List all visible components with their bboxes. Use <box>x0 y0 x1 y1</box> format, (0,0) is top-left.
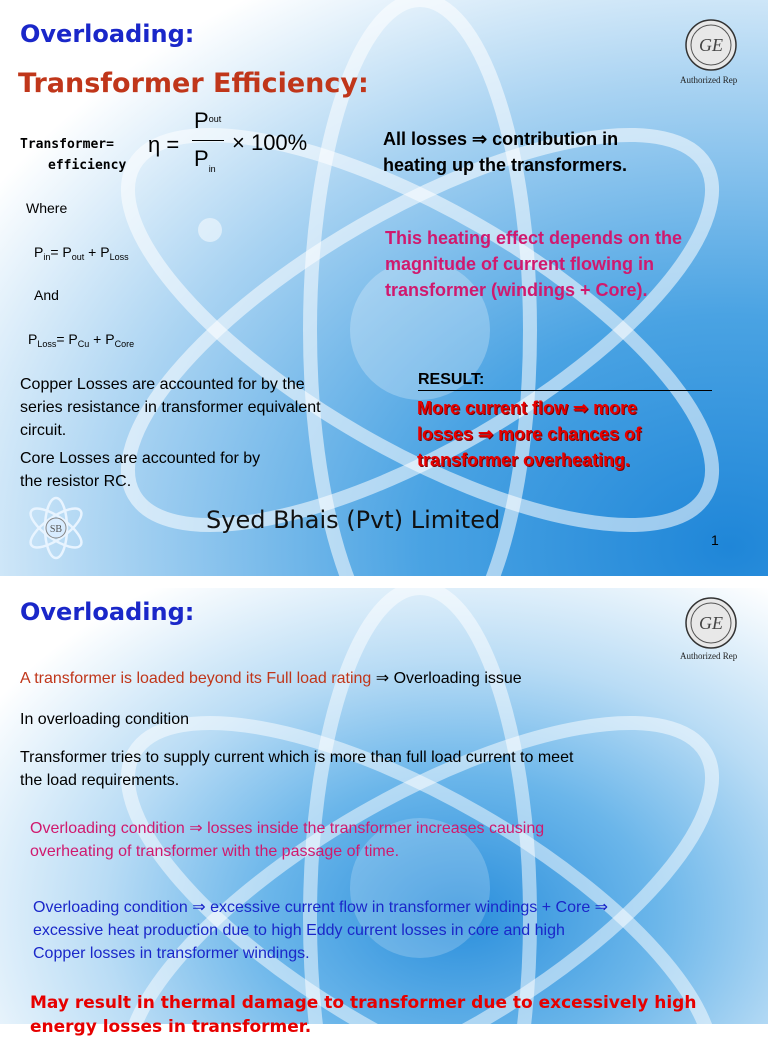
overload-definition <box>20 668 522 688</box>
core-line-2: the resistor RC. <box>20 473 132 490</box>
supply-line-2: the load requirements. <box>20 772 180 789</box>
excessive-current-text <box>33 896 608 965</box>
fraction-bar <box>192 140 224 141</box>
p-out-sub: out <box>208 114 222 124</box>
core-losses-text <box>20 447 260 493</box>
ploss-lhs-sub: Loss <box>37 339 57 349</box>
supply-current-text <box>20 746 573 792</box>
blue-line-3: Copper losses in transformer windings. <box>33 945 310 962</box>
copper-losses-text <box>20 373 321 442</box>
eta-symbol: η = <box>148 132 180 157</box>
supply-line-1: Transformer tries to supply current which is more than full load current to meet <box>20 749 574 766</box>
losses-line-2: heating up the transformers. <box>383 155 628 175</box>
authorized-rep-caption: Authorized Rep <box>680 651 738 661</box>
pout-term: = P <box>50 244 72 260</box>
ge-logo-icon <box>684 596 738 650</box>
sbl-atom-logo-icon <box>22 494 90 562</box>
efficiency-label-2: efficiency <box>48 158 127 173</box>
pcu-term: = P <box>56 331 78 347</box>
heating-line-2: magnitude of current flowing in <box>385 254 654 274</box>
where-label: Where <box>26 200 68 216</box>
and-label: And <box>34 287 59 303</box>
pcore-sub: Core <box>114 339 135 349</box>
p-in-symbol: P <box>194 146 209 171</box>
pink-line-2: overheating of transformer with the passage of time. <box>30 843 400 860</box>
ploss-lhs: P <box>28 331 38 347</box>
definition-red: A transformer is loaded beyond its Full load rating <box>20 670 372 687</box>
p-out <box>194 108 221 134</box>
pcu-sub: Cu <box>77 339 90 349</box>
losses-line-1: All losses ⇒ contribution in <box>383 129 619 149</box>
slide-2 <box>0 588 768 1037</box>
efficiency-fraction <box>192 108 232 178</box>
ploss-equation <box>28 331 134 349</box>
red-line-2: energy losses in transformer. <box>30 1017 312 1037</box>
pin-equation <box>34 244 129 262</box>
page-number: 1 <box>711 532 719 548</box>
efficiency-label-1: Transformer= <box>20 137 114 152</box>
pout-sub: out <box>71 252 85 262</box>
red-line-1: May result in thermal damage to transformer due to excessively high <box>30 993 697 1013</box>
ploss-sub: Loss <box>109 252 129 262</box>
losses-increase-text <box>30 817 544 863</box>
copper-line-2: series resistance in transformer equivalent <box>20 399 321 416</box>
overloading-condition-text: In overloading condition <box>20 711 190 728</box>
thermal-damage-text <box>30 991 696 1039</box>
copper-line-3: circuit. <box>20 422 67 439</box>
result-line-1: More current flow ⇒ more <box>417 398 638 418</box>
result-label: RESULT: <box>418 371 712 391</box>
pink-line-1: Overloading condition ⇒ losses inside the transformer increases causing <box>30 820 545 837</box>
p-in <box>194 146 216 174</box>
svg-text:SB: SB <box>49 524 63 535</box>
pin-sub: in <box>43 252 51 262</box>
result-line-3: transformer overheating. <box>417 450 631 470</box>
result-text <box>417 395 641 473</box>
slide-gap <box>0 576 768 588</box>
svg-text:GE: GE <box>699 613 723 633</box>
company-name: Syed Bhais (Pvt) Limited <box>206 506 501 534</box>
authorized-rep-caption: Authorized Rep <box>680 75 738 85</box>
slide-title: Overloading: <box>20 598 195 626</box>
p-out-symbol: P <box>194 108 209 133</box>
copper-line-1: Copper Losses are accounted for by the <box>20 376 305 393</box>
p-in-sub: in <box>208 164 216 174</box>
heating-line-1: This heating effect depends on the <box>385 228 683 248</box>
slide-subtitle: Transformer Efficiency: <box>18 68 369 99</box>
all-losses-text <box>383 126 627 178</box>
ge-logo-icon <box>684 18 738 72</box>
heating-effect-text <box>385 225 682 303</box>
pin-term: P <box>34 244 44 260</box>
times-100: × 100% <box>232 130 308 155</box>
pcore-term: + P <box>89 331 115 347</box>
result-line-2: losses ⇒ more chances of <box>417 424 642 444</box>
blue-line-2: excessive heat production due to high Eddy current losses in core and high <box>33 922 565 939</box>
blue-line-1: Overloading condition ⇒ excessive current flow in transformer windings + Core ⇒ <box>33 899 609 916</box>
slide-title: Overloading: <box>20 20 195 48</box>
svg-text:GE: GE <box>699 35 723 55</box>
heating-line-3: transformer (windings + Core). <box>385 280 648 300</box>
ploss-term: + P <box>84 244 110 260</box>
definition-black: ⇒ Overloading issue <box>375 670 522 687</box>
core-line-1: Core Losses are accounted for by <box>20 450 261 467</box>
